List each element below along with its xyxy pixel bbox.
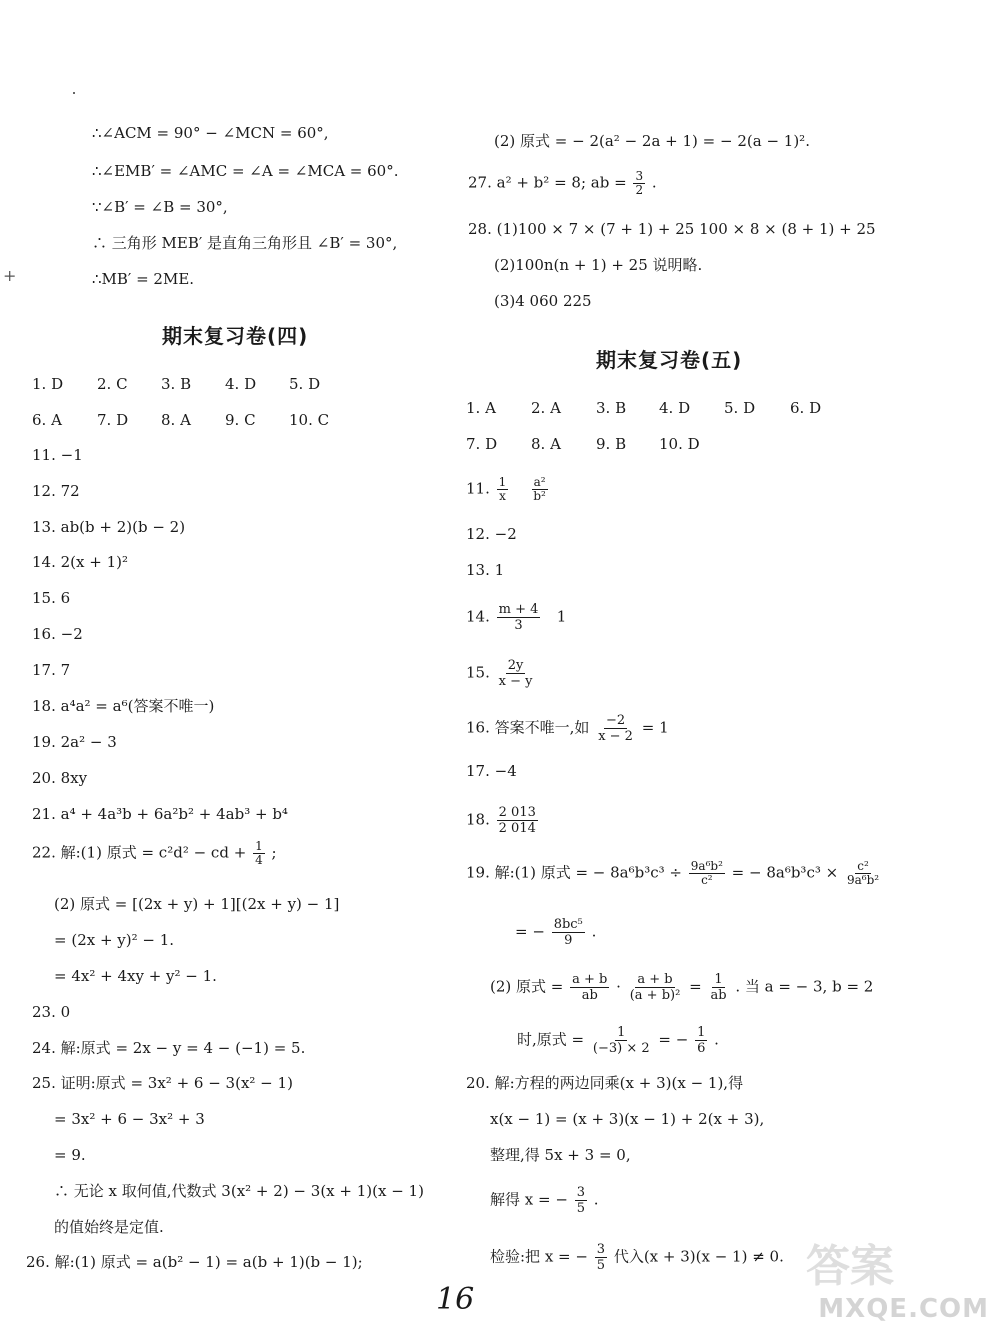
answer-13: 13. ab(b + 2)(b − 2) [32,518,186,536]
answer-11: 11. −1 [32,446,83,464]
answer-22-part1: 22. 解:(1) 原式 = c²d² − cd + $\frac{1}{4}$ ; [32,839,277,867]
answer-r18: 18. $\frac{2 013}{2 014}$ [466,805,536,836]
fraction: $\frac{\text{c²}}{\text{9a⁶b²}}$ [846,859,880,887]
answer-25d: ∴ 无论 x 取何值,代数式 3(x² + 2) − 3(x + 1)(x − 1) [54,1182,424,1200]
watermark-text: MXQE.COM [818,1294,989,1324]
mc-answer: 10. C [289,411,330,429]
fraction: $\frac{1}{(-3) \times 2}$ [592,1025,650,1056]
fraction: $\frac{\text{8bc⁵}}{9}$ [553,917,583,948]
binding-crossmark: + [3,266,17,285]
answer-22-part2b: = (2x + y)² − 1. [54,931,175,949]
answer-r16: 16. 答案不唯一,如 $\frac{-2}{x - 2}$ = 1 [466,713,669,744]
answer-r11: 11. $\frac{1}{x}$ $\frac{\text{a²}}{\text{b²}}$ [466,475,546,503]
fraction: $\frac{a + b}{ab}$ [572,972,608,1003]
mc-answer: 7. D [97,411,129,429]
fraction: $\frac{m + 4}{3}$ [498,602,539,633]
proof-line-2: ∴∠EMB′ = ∠AMC = ∠A = ∠MCA = 60°. [92,162,399,180]
answer-20: 20. 8xy [32,769,88,787]
mc-answer: 5. D [289,375,321,393]
answer-23: 23. 0 [32,1003,71,1021]
fraction: $\frac{\text{a²}}{\text{b²}}$ [533,475,546,503]
page-number: 16 [436,1282,475,1317]
answer-18: 18. a⁴a² = a⁶(答案不唯一) [32,697,215,715]
answer-17: 17. 7 [32,661,71,679]
scan-speck [73,92,75,94]
fraction: $\frac{-2}{x - 2}$ [598,713,633,744]
answer-r13: 13. 1 [466,561,505,579]
answer-26: 26. 解:(1) 原式 = a(b² − 1) = a(b + 1)(b − 1); [26,1253,363,1271]
fraction: $\frac{1}{ab}$ [710,972,727,1003]
fraction: $\frac{\text{9a⁶b²}}{\text{c²}}$ [690,859,723,887]
fraction: $\frac{3}{5}$ [596,1242,606,1273]
proof-line-4: ∴ 三角形 MEB′ 是直角三角形且 ∠B′ = 30°, [92,234,398,252]
answer-22-part2c: = 4x² + 4xy + y² − 1. [54,967,217,985]
watermark-logo: 答案 [806,1241,894,1292]
answer-28-part2: (2)100n(n + 1) + 25 说明略. [494,256,703,274]
answer-27: 27. a² + b² = 8; ab = $\frac{3}{2}$ . [468,169,657,197]
mc-answer: 6. D [790,399,822,417]
answer-22-part1-text: 22. 解:(1) 原式 = c²d² − cd + [32,843,247,862]
answer-r20a: 20. 解:方程的两边同乘(x + 3)(x − 1),得 [466,1074,744,1092]
fraction: $\frac{1}{x}$ [498,475,507,503]
mc-answer: 2. A [531,399,561,417]
answer-r17: 17. −4 [466,762,517,780]
answer-12: 12. 72 [32,482,80,500]
answer-r19-part2: (2) 原式 = $\frac{a + b}{ab}$ · $\frac{a + b}{\text{(a + b)²}}$ = $\frac{1}{ab}$ . 当 a = − 3, b = 2 [490,972,874,1003]
proof-line-3: ∵∠B′ = ∠B = 30°, [92,198,228,216]
mc-answer: 9. B [596,435,627,453]
answer-19: 19. 2a² − 3 [32,733,117,751]
answer-25e: 的值始终是定值. [54,1218,164,1236]
answer-14: 14. 2(x + 1)² [32,553,128,571]
answer-25c: = 9. [54,1146,86,1164]
answer-r19-result: = − $\frac{\text{8bc⁵}}{9}$ . [515,917,597,948]
section-heading-5: 期末复习卷(五) [596,348,743,372]
answer-25a: 25. 证明:原式 = 3x² + 6 − 3(x² − 1) [32,1074,293,1092]
answer-24: 24. 解:原式 = 2x − y = 4 − (−1) = 5. [32,1039,306,1057]
mc-answer: 10. D [659,435,700,453]
fraction: $\frac{a + b}{\text{(a + b)²}}$ [629,972,681,1003]
answer-r20b: x(x − 1) = (x + 3)(x − 1) + 2(x + 3), [490,1110,765,1128]
answer-26-part2: (2) 原式 = − 2(a² − 2a + 1) = − 2(a − 1)². [494,132,810,150]
answer-r15: 15. $\frac{2y}{x - y}$ [466,658,533,689]
answer-r19-value: 时,原式 = $\frac{1}{(-3) \times 2}$ = − $\frac{1}{6}$ . [517,1025,719,1056]
fraction: $\frac{1}{4}$ [255,839,263,867]
section-heading-4: 期末复习卷(四) [162,324,309,348]
fraction: $\frac{2y}{x - y}$ [498,658,533,689]
mc-answer: 7. D [466,435,498,453]
answer-r20c: 整理,得 5x + 3 = 0, [490,1146,631,1164]
answer-16: 16. −2 [32,625,83,643]
proof-line-1: ∴∠ACM = 90° − ∠MCN = 60°, [92,124,329,142]
proof-line-5: ∴MB′ = 2ME. [92,270,195,288]
answer-r14: 14. $\frac{m + 4}{3}$ 1 [466,602,567,633]
answer-28-part1: 28. (1)100 × 7 × (7 + 1) + 25 100 × 8 × (8 + 1) + 25 [468,220,876,238]
answer-r19-part1: 19. 解:(1) 原式 = − 8a⁶b³c³ ÷ $\frac{\text{9a⁶b²}}{\text{c²}}$ = − 8a⁶b³c³ × $\frac{\text{c²}}{\text{9a⁶b²}}$ [466,859,880,887]
mc-answer: 5. D [724,399,756,417]
mc-answer: 3. B [596,399,627,417]
site-watermark [800,1230,995,1328]
mc-answer: 8. A [531,435,561,453]
fraction: $\frac{2 013}{2 014}$ [498,805,536,836]
answer-r12: 12. −2 [466,525,517,543]
mc-answer: 2. C [97,375,128,393]
mc-answer: 3. B [161,375,192,393]
mc-answer: 8. A [161,411,191,429]
fraction: $\frac{3}{5}$ [576,1185,585,1216]
answer-r20e: 检验:把 x = − $\frac{3}{5}$ 代入(x + 3)(x − 1) ≠ 0. [490,1242,784,1273]
answer-28-part3: (3)4 060 225 [494,292,592,310]
answer-r20d: 解得 x = − $\frac{3}{5}$ . [490,1185,599,1216]
answer-21: 21. a⁴ + 4a³b + 6a²b² + 4ab³ + b⁴ [32,805,288,823]
answer-22-part2a: (2) 原式 = [(2x + y) + 1][(2x + y) − 1] [54,895,340,913]
fraction: $\frac{3}{2}$ [635,169,644,197]
mc-answer: 4. D [659,399,691,417]
mc-answer: 1. A [466,399,496,417]
fraction: $\frac{1}{6}$ [697,1025,706,1056]
mc-answer: 4. D [225,375,257,393]
mc-answer: 6. A [32,411,62,429]
answer-15: 15. 6 [32,589,71,607]
answer-25b: = 3x² + 6 − 3x² + 3 [54,1110,205,1128]
mc-answer: 1. D [32,375,64,393]
mc-answer: 9. C [225,411,256,429]
